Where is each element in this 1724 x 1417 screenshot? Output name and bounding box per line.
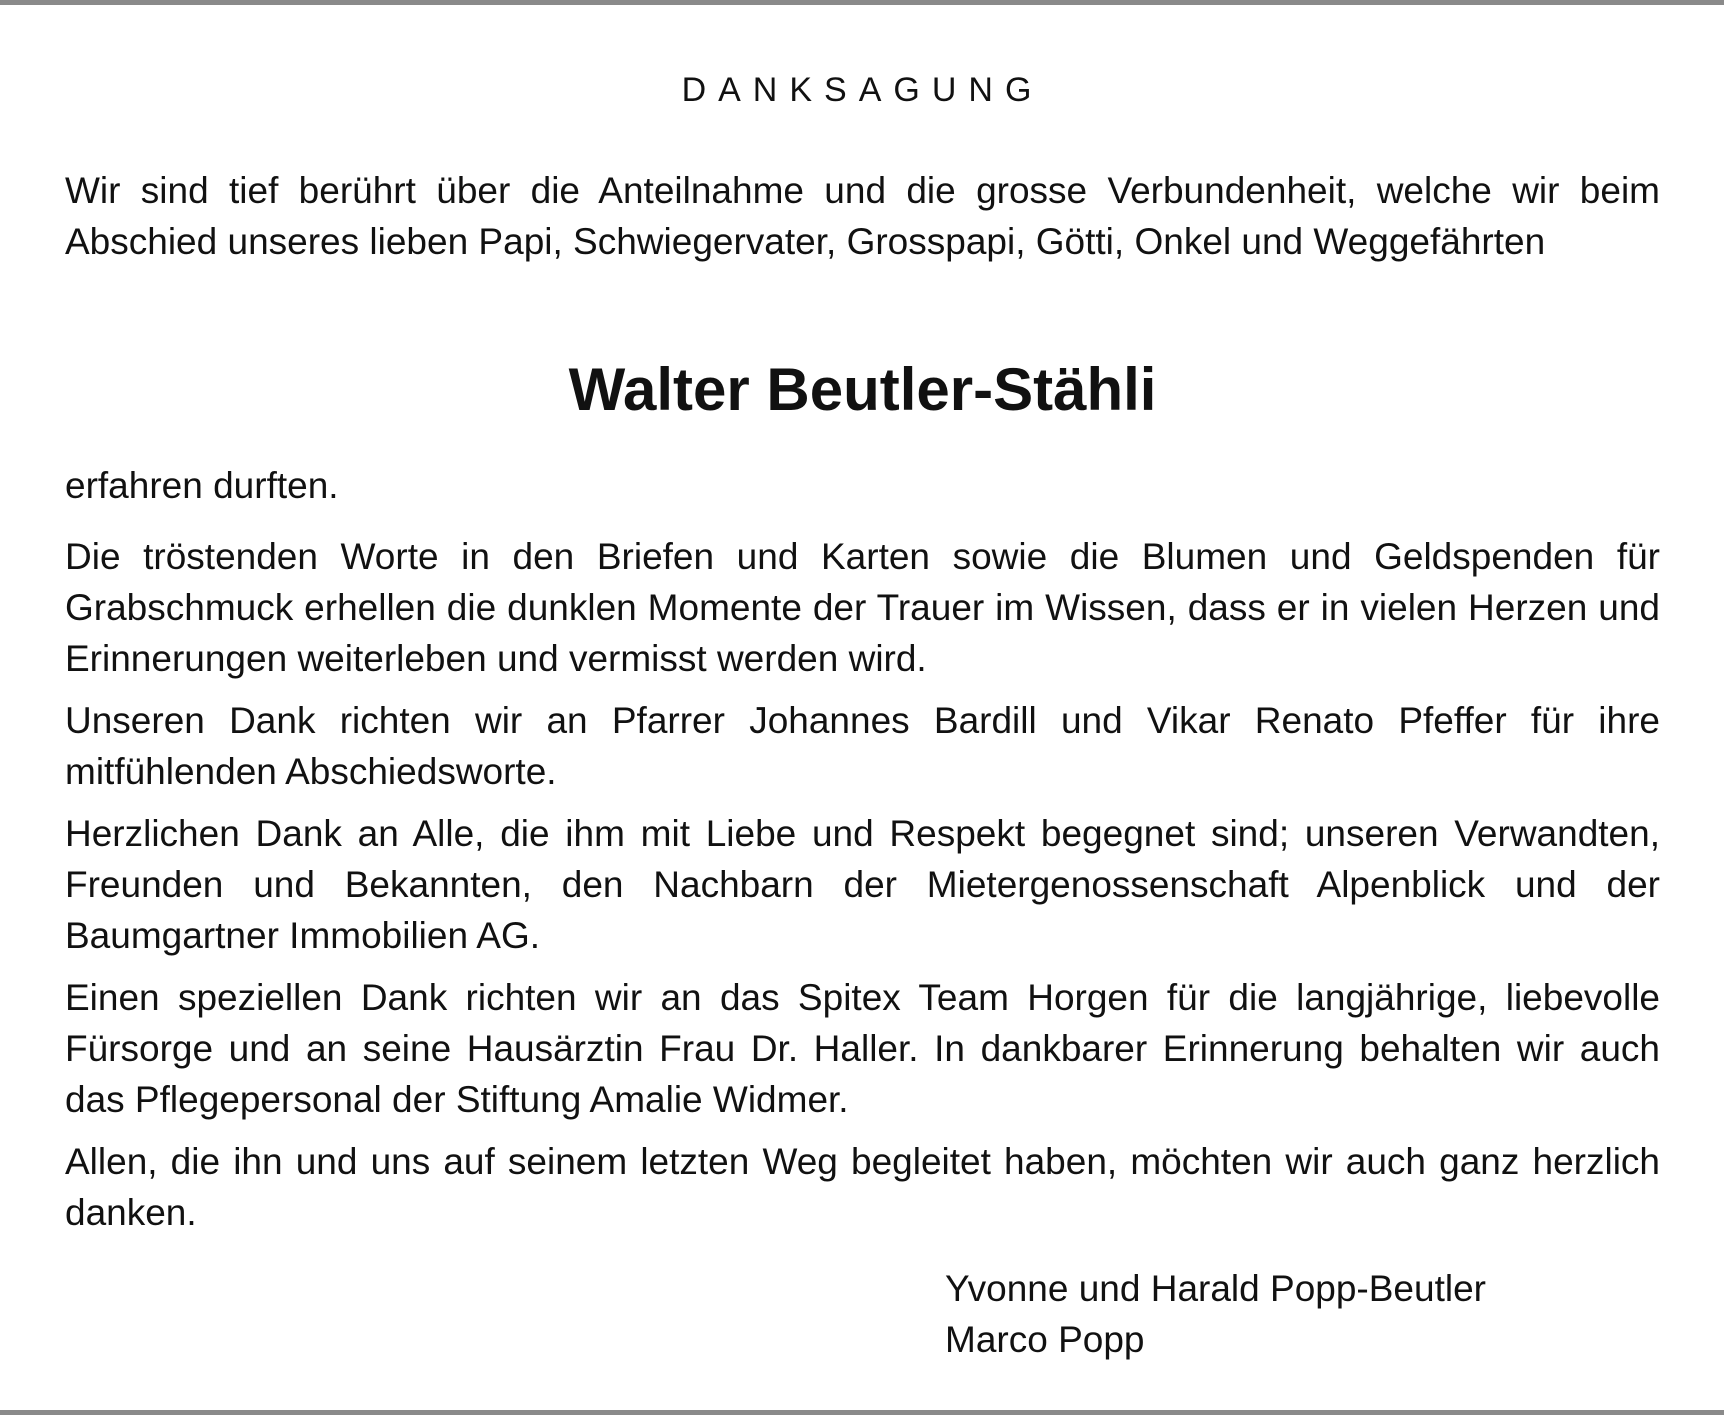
after-name-text: erfahren durften. <box>65 465 339 506</box>
paragraph-4-block <box>65 972 1660 1125</box>
paragraph-1-block <box>65 531 1660 684</box>
paragraph-4: Einen speziellen Dank richten wir an das Spitex Team Horgen für die langjährige, liebevolle Fürsorge und an seine Hausärztin Frau Dr. Haller. In dankbarer Erinnerung behalten wir auch das Pflegepersonal der Stiftung Amalie Widmer. <box>65 977 1660 1120</box>
paragraph-3-block <box>65 808 1660 961</box>
signature <box>945 1263 1486 1365</box>
after-name-block <box>65 460 1660 511</box>
paragraph-3: Herzlichen Dank an Alle, die ihm mit Liebe und Respekt begegnet sind; unseren Verwandten, Freunden und Bekannten, den Nachbarn der Mietergenossenschaft Alpenblick und der Baumgartner Immobilien AG. <box>65 813 1660 956</box>
bottom-border <box>0 1410 1724 1415</box>
signature-line-2: Marco Popp <box>945 1319 1145 1360</box>
intro-block <box>65 165 1660 267</box>
paragraph-2-block <box>65 695 1660 797</box>
deceased-name: Walter Beutler-Stähli <box>568 356 1157 423</box>
signature-line-1: Yvonne und Harald Popp-Beutler <box>945 1268 1486 1309</box>
paragraph-5-block <box>65 1136 1660 1238</box>
paragraph-5: Allen, die ihn und uns auf seinem letzten Weg begleitet haben, möchten wir auch ganz herzlich danken. <box>65 1141 1660 1233</box>
top-border <box>0 0 1724 5</box>
notice-heading: DANKSAGUNG <box>681 71 1044 109</box>
paragraph-1: Die tröstenden Worte in den Briefen und Karten sowie die Blumen und Geldspenden für Grabschmuck erhellen die dunklen Momente der Trauer im Wissen, dass er in vielen Herzen und Erinnerungen weiterleben und vermisst werden wird. <box>65 536 1660 679</box>
intro-paragraph: Wir sind tief berührt über die Anteilnahme und die grosse Verbundenheit, welche wir beim Abschied unseres lieben Papi, Schwiegervater, Grosspapi, Götti, Onkel und Weggefährten <box>65 170 1660 262</box>
paragraph-2: Unseren Dank richten wir an Pfarrer Johannes Bardill und Vikar Renato Pfeffer für ihre mitfühlenden Abschiedsworte. <box>65 700 1660 792</box>
